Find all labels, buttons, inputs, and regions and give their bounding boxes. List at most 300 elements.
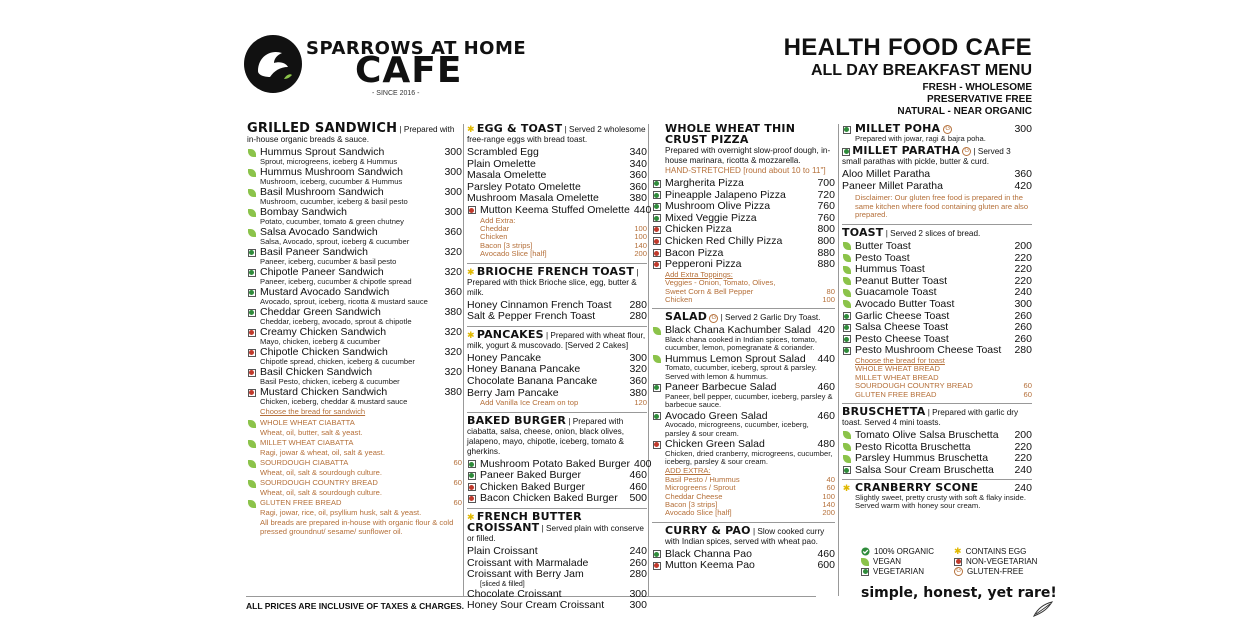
vegetarian-icon [842,466,851,475]
non-vegetarian-icon [652,260,661,269]
menu-item [467,457,652,470]
item-price: 380 [629,386,647,399]
item-price: 880 [817,246,835,259]
menu-item [842,311,1032,322]
item-name: Mushroom Masala Omelette [467,192,599,205]
extra-name: MILLET WHEAT BREAD [855,372,939,382]
vegan-leaf-icon [247,439,256,448]
item-name: Chicken Baked Burger [480,480,586,493]
section-scone [842,483,1032,510]
menu-item [467,388,647,399]
menu-item [467,600,647,611]
gluten-free-icon: G [943,125,952,134]
menu-item [842,453,1032,464]
item-name: Paneer Barbecue Salad [665,381,777,394]
section-title: CURRY & PAO [665,523,751,537]
bread-heading: Choose the bread for sandwich [260,407,366,416]
item-price: 280 [629,568,647,581]
item-name: Chocolate Croissant [467,587,562,600]
vegetarian-icon [652,202,661,211]
item-name: SOURDOUGH CIABATTA [260,458,349,468]
item-name: Masala Omelette [467,169,547,182]
section-title: PANCAKES [476,327,544,341]
item-price: 700 [817,177,835,189]
pizza-size-note: HAND-STRETCHED [round about 10 to 11"] [665,166,826,175]
item-name: Mustard Avocado Sandwich [260,286,390,298]
menu-item [467,569,647,580]
section-title: WHOLE WHEAT THIN CRUST PIZZA [665,122,796,146]
item-price: 240 [1014,286,1032,299]
section-desc: | Served 2 slices of bread. [885,228,981,238]
vegan-leaf-icon [247,479,256,488]
menu-column-4 [842,124,1032,596]
extra-name: Bacon [3 strips] [480,240,533,250]
item-name: WHOLE WHEAT CIABATTA [260,418,355,428]
menu-item [467,546,647,557]
menu-item [652,549,835,560]
price-footnote: ALL PRICES ARE INCLUSIVE OF TAXES & CHARGES. [246,601,465,611]
item-desc: Slightly sweet, pretty crusty with soft & flaky inside. Served warm with honey sour cream. [855,492,1026,511]
item-name: Scrambled Egg [467,146,539,158]
item-desc: Black chana cooked in Indian spices, tomato, cucumber, lemon, pomegranate & coriander. [665,334,817,353]
menu-item [467,311,647,322]
section-croissant [467,509,647,612]
menu-column-3 [652,124,835,596]
item-name: Honey Banana Pancake [467,363,581,376]
section-desc: | Slow cooked curry with Indian spices, served with wheat pao. [665,526,825,546]
item-name: Plain Omelette [467,157,536,170]
section-brioche [467,264,647,323]
item-name: Chicken Red Chilly Pizza [665,234,783,247]
item-name: Chocolate Banana Pancake [467,374,598,387]
menu-item [247,147,462,166]
section-title: BRUSCHETTA [842,404,926,418]
egg-icon: ✱ [842,483,851,494]
egg-icon: ✱ [467,266,475,277]
non-vegetarian-icon [467,494,476,503]
section-divider [467,412,647,413]
item-list [467,457,652,505]
item-price: 760 [817,211,835,224]
menu-item [247,327,462,346]
item-price: 300 [629,587,647,600]
item-price: 240 [1014,482,1032,495]
item-name: Avocado Butter Toast [855,297,955,310]
gluten-disclaimer: Disclaimer: Our gluten free food is prepared in the same kitchen where food containing gluten are also prepared. [855,193,1029,220]
non-vegetarian-icon [247,368,256,377]
vegan-leaf-icon [842,454,851,463]
item-price: 280 [629,310,647,323]
section-header [842,225,1032,239]
item-name: Pepperoni Pizza [665,258,742,271]
extra-name: SOURDOUGH COUNTRY BREAD [855,381,973,391]
section-desc: | Served 2 Garlic Dry Toast. [720,313,821,323]
section-desc: | Prepared with ciabatta, salsa, cheese, onion, black olives, jalapeno, mayo, chipotle, iceberg, tomato & gherkins. [467,416,625,456]
item-desc: Sprout, microgreens, iceberg & Hummus [260,156,398,166]
item-price: 760 [817,200,835,213]
extra-name: Cheddar [480,223,510,233]
item-desc: Potato, cucumber, tomato & green chutney [260,216,404,226]
item-price: 800 [817,223,835,236]
section-title: GRILLED SANDWICH [247,121,398,136]
item-desc: Ragi, jowar & wheat, oil, salt & yeast. [260,448,385,457]
item-price: 260 [1014,309,1032,322]
menu-item [842,253,1032,264]
section-desc: Prepared with overnight slow-proof dough, in-house marinara, ricotta & mozzarella. [665,146,831,165]
item-price: 300 [1014,297,1032,310]
vegan-leaf-icon [842,431,851,440]
vegan-leaf-icon [247,419,256,428]
menu-item [652,213,835,224]
vegetarian-icon [652,412,661,421]
menu-item [467,300,647,311]
menu-item [247,478,462,497]
bread-list [247,418,462,517]
menu-item [247,387,462,406]
extra-name: Microgreens / Sprout [665,483,736,493]
section-title: TOAST [842,225,884,239]
item-desc: Basil Pesto, chicken, iceberg & cucumber [260,376,400,386]
section-header [467,327,647,351]
item-list [467,146,652,216]
item-price: 300 [629,351,647,364]
extra-price: 100 [634,223,647,233]
item-price: 320 [444,326,462,338]
section-title: MILLET POHA [855,122,941,135]
item-list [652,549,835,571]
section-bruschetta [842,404,1032,476]
item-name: Bacon Pizza [665,246,724,259]
item-price: 480 [817,438,835,450]
vegetarian-icon [842,312,851,321]
item-desc: Wheat, oil, salt & sourdough culture. [260,468,382,477]
vegan-leaf-icon [842,265,851,274]
item-list [842,430,1032,475]
menu-item [842,124,1032,143]
menu-item [652,178,835,189]
item-name: Guacamole Toast [855,286,937,299]
extra-name: Add Vanilla Ice Cream on top [480,398,579,408]
menu-item [247,498,462,517]
item-price: 360 [444,286,462,298]
vegan-leaf-icon [842,443,851,452]
brand-name-top: SPARROWS AT HOME [306,38,527,59]
menu-item [652,224,835,235]
menu-item [467,170,647,181]
item-name: Bacon Chicken Baked Burger [480,492,618,505]
section-title: SALAD [665,310,708,324]
item-name: Chipotle Chicken Sandwich [260,346,388,358]
menu-item [842,276,1032,287]
non-vegetarian-icon [247,388,256,397]
item-price: 360 [629,374,647,387]
item-name: Honey Cinnamon French Toast [467,298,612,311]
item-price: 320 [444,266,462,278]
section-desc: | Served 2 wholesome free-range eggs with bread toast. [467,125,646,144]
item-desc: Avocado, microgreens, cucumber, iceberg, parsley & sour cream. [665,420,809,438]
item-desc: Paneer, bell pepper, cucumber, iceberg, parsley & barbecue sauce. [665,391,833,410]
extra-list [467,225,647,259]
menu-item [842,169,1032,180]
item-price: 360 [1014,168,1032,180]
item-name: Mushroom Potato Baked Burger [480,457,630,470]
filled-note: [sliced & filled] [480,580,525,588]
item-price: 880 [817,258,835,271]
vegetarian-icon [247,308,256,317]
organic-icon [861,547,870,556]
menu-item [247,227,462,246]
non-vegetarian-icon [652,225,661,234]
item-name: Bombay Sandwich [260,206,347,218]
menu-item [247,458,462,477]
item-price: 220 [1014,251,1032,264]
legend-label: NON-VEGETARIAN [966,557,1038,566]
legend-label: VEGAN [873,557,902,566]
item-name: Tomato Olive Salsa Bruschetta [855,428,999,441]
item-price: 400 [634,457,652,470]
item-price: 240 [1014,463,1032,476]
menu-column-1 [247,121,462,596]
extra-heading: Add Extra: [480,215,516,225]
item-name: Chicken Green Salad [665,438,765,450]
menu-item [652,236,835,247]
menu-item [842,264,1032,275]
item-list [652,178,835,270]
extra-price: 80 [826,286,835,296]
item-price: 380 [629,192,647,205]
extra-row [467,399,647,407]
extra-name: Basil Pesto / Hummus [665,474,740,484]
item-price: 500 [629,492,647,505]
section-header [652,124,835,176]
menu-item [652,560,835,571]
non-vegetarian-icon [652,249,661,258]
item-list [842,241,1032,356]
item-desc: Salsa, Avocado, sprout, iceberg & cucumber [260,236,410,246]
item-price: 340 [629,146,647,158]
vegan-leaf-icon [247,168,256,177]
item-desc: Prepared with jowar, ragi & bajra poha. [855,133,986,143]
item-price: 220 [1014,263,1032,276]
vegetarian-icon [861,568,869,576]
section-title: BRIOCHE FRENCH TOAST [476,264,635,278]
vegetarian-icon [652,214,661,223]
extra-price: 100 [822,491,835,501]
item-price: 220 [1014,452,1032,465]
item-name: GLUTEN FREE BREAD [260,498,342,508]
extra-heading: ADD EXTRA: [665,466,711,476]
item-price: 240 [629,544,647,557]
item-price: 460 [629,469,647,482]
item-name: Pesto Ricotta Bruschetta [855,440,971,453]
vegan-leaf-icon [247,459,256,468]
item-name: Paneer Millet Paratha [842,179,943,192]
extra-price: 200 [822,508,835,518]
vegan-leaf-icon [652,326,661,335]
item-name: Salt & Pepper French Toast [467,310,596,323]
item-name: Hummus Lemon Sprout Salad [665,352,806,365]
item-name: Chipotle Paneer Sandwich [260,266,384,278]
section-header [652,312,835,323]
vegan-leaf-icon [247,499,256,508]
vegan-leaf-icon [247,208,256,217]
section-pancakes [467,327,647,408]
section-divider [842,479,1032,480]
non-vegetarian-icon [652,440,661,449]
section-desc: | Served plain with conserve or filled. [467,523,644,543]
item-price: 260 [1014,332,1032,345]
menu-item [467,376,647,387]
menu-item [842,334,1032,345]
section-title: BAKED BURGER [467,413,567,427]
item-price: 440 [633,203,652,216]
item-list [842,169,1032,191]
item-list [467,546,647,580]
vegetarian-icon [247,268,256,277]
item-name: Margherita Pizza [665,177,744,189]
menu-item [467,203,652,216]
menu-item [467,159,647,170]
vegan-leaf-icon [842,242,851,251]
item-name: Parsley Hummus Bruschetta [855,452,989,465]
menu-item [247,267,462,286]
section-header [467,509,647,544]
non-vegetarian-icon [247,348,256,357]
gluten-free-icon: G [709,314,718,323]
item-name: Mutton Keema Pao [665,559,755,572]
item-price: 260 [1014,321,1032,334]
section-header [247,121,462,145]
extra-price: 60 [1023,381,1032,391]
item-price: 220 [1014,440,1032,453]
extra-price: 60 [826,483,835,493]
item-list [467,300,647,322]
item-price: 300 [444,186,462,198]
item-name: Honey Sour Cream Croissant [467,599,605,612]
menu-item [247,438,462,457]
menu-item [652,354,835,381]
item-name: Croissant with Marmalade [467,556,589,569]
section-divider [842,403,1032,404]
vegan-leaf-icon [842,277,851,286]
extra-name: Sweet Corn & Bell Pepper [665,286,754,296]
section-header [842,404,1032,428]
menu-item [467,482,647,493]
item-desc: Cheddar, iceberg, avocado, sprout & chipotle [260,316,412,326]
extra-price: 140 [634,240,647,250]
vegan-leaf-icon [247,148,256,157]
section-millet [842,124,1032,220]
item-price: 60 [453,498,462,508]
section-curry [652,523,835,572]
menu-item [467,353,647,364]
vegetarian-icon [842,148,850,156]
menu-item [842,181,1032,192]
extra-name: Bacon [3 strips] [665,500,718,510]
menu-item [652,325,835,352]
item-name: Pesto Toast [855,251,910,264]
item-price: 260 [629,556,647,569]
section-title: FRENCH BUTTER CROISSANT [467,509,582,534]
item-price: 360 [629,169,647,182]
item-desc: Mushroom, iceberg, cucumber & Hummus [260,176,403,186]
vegetarian-icon [652,179,661,188]
item-price: 800 [817,234,835,247]
menu-item [652,259,835,270]
item-price: 320 [444,246,462,258]
vegan-leaf-icon [842,300,851,309]
section-desc: | Prepared with wheat flour, milk, yogurt & muscovado. [Served 2 Cakes] [467,330,646,350]
item-desc: Tomato, cucumber, iceberg, sprout & parsley. Served with lemon & hummus. [665,363,817,381]
item-name: Hummus Sprout Sandwich [260,146,385,158]
menu-item [467,364,647,375]
vegan-leaf-icon [652,355,661,364]
non-vegetarian-icon [652,561,661,570]
item-desc: Wheat, oil, salt & sourdough culture. [260,488,382,497]
menu-item [247,347,462,366]
item-name: Chicken Pizza [665,223,732,236]
item-name: Black Chana Kachumber Salad [665,324,811,337]
extra-name: GLUTEN FREE BREAD [855,389,937,399]
item-name: Avocado Green Salad [665,409,768,422]
menu-item [247,307,462,326]
section-divider [652,522,835,523]
item-desc: Wheat, oil, butter, salt & yeast. [260,428,363,437]
item-name: Peanut Butter Toast [855,274,948,287]
item-name: Salsa Cheese Toast [855,321,949,334]
legend-label: GLUTEN-FREE [967,567,1024,576]
item-price: 600 [817,559,835,572]
vegetarian-icon [842,335,851,344]
item-name: Mixed Veggie Pizza [665,211,757,224]
vegetarian-icon [247,248,256,257]
vegetarian-icon [652,191,661,200]
column-divider [838,124,839,596]
non-vegetarian-icon [247,328,256,337]
item-name: Plain Croissant [467,544,538,557]
menu-item [842,299,1032,310]
section-desc: | Prepared with thick Brioche slice, egg, butter & milk. [467,267,639,297]
egg-icon: ✱ [954,546,962,556]
extra-name: Chicken [480,232,508,242]
non-vegetarian-icon [652,237,661,246]
menu-item [247,367,462,386]
section-grilled-sandwich [247,121,462,537]
egg-icon: ✱ [467,511,475,522]
menu-column-2 [467,122,652,612]
bread-list [842,365,1032,399]
item-price: 340 [629,157,647,170]
item-name: Mushroom Olive Pizza [665,200,771,213]
item-price: 460 [629,480,647,493]
item-price: 460 [817,381,835,394]
menu-item [467,470,647,481]
egg-icon: ✱ [467,124,475,134]
extra-list [652,279,835,304]
section-divider [652,308,835,309]
legend-label: 100% ORGANIC [874,547,935,556]
page-subtitle: ALL DAY BREAKFAST MENU [810,62,1032,79]
taglines [897,82,1032,118]
extra-row [665,296,835,304]
item-desc: Ragi, jowar, rice, oil, psyllium husk, salt & yeast. [260,508,422,517]
item-name: Salsa Sour Cream Bruschetta [855,463,994,476]
section-title: EGG & TOAST [476,122,563,135]
section-desc: | Served 3 small parathas with pickle, butter & curd. [842,147,1011,166]
vegetarian-icon [467,471,476,480]
section-egg-toast [467,122,652,259]
non-vegetarian-icon [467,206,476,215]
